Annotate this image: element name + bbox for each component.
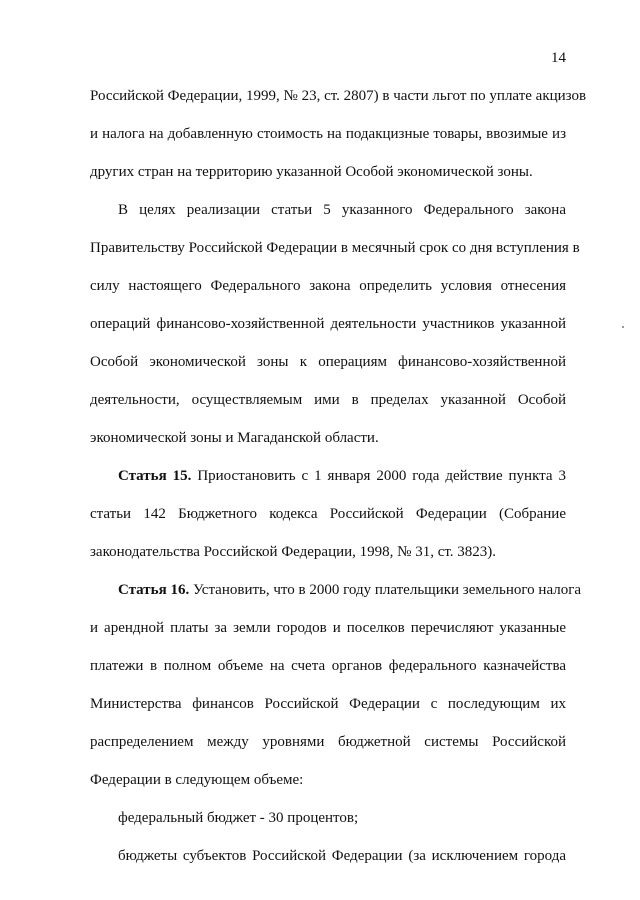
text-line-8: Особой экономической зоны к операциям финансово-хозяйственной [90,354,566,370]
article-16-label: Статья 16. [118,582,190,598]
article-16-line-1 [118,580,582,600]
text-line-1: Российской Федерации, 1999, № 23, ст. 2807) в части льгот по уплате акцизов [90,88,587,104]
article-15-line-1 [118,466,566,486]
article-16-text: Установить, что в 2000 году плательщики земельного налога [192,582,582,598]
text-line-6: силу настоящего Федерального закона определить условия отнесения [90,278,566,294]
text-line-7: операций финансово-хозяйственной деятельности участников указанной [90,316,566,332]
text-line-16: платежи в полном объеме на счета органов федерального казначейства [90,658,566,674]
text-line-10: экономической зоны и Магаданской области. [90,430,379,446]
article-15-text: Приостановить с 1 января 2000 года действие пункта 3 [197,468,566,484]
text-line-9: деятельности, осуществляемым ими в пределах указанной Особой [90,392,566,408]
text-line-12: статьи 142 Бюджетного кодекса Российской Федерации (Собрание [90,506,566,522]
text-line-21: бюджеты субъектов Российской Федерации (за исключением города [118,848,566,864]
scan-speck [622,326,624,328]
text-line-15: и арендной платы за земли городов и поселков перечисляют указанные [90,620,566,636]
text-line-3: других стран на территорию указанной Особой экономической зоны. [90,164,533,180]
text-line-4: В целях реализации статьи 5 указанного Федерального закона [118,202,566,218]
text-line-2: и налога на добавленную стоимость на подакцизные товары, ввозимые из [90,126,566,142]
text-line-20: федеральный бюджет - 30 процентов; [118,810,359,826]
article-15-label: Статья 15. [118,468,192,484]
page-number: 14 [551,50,566,66]
text-line-19: Федерации в следующем объеме: [90,772,304,788]
text-line-17: Министерства финансов Российской Федерации с последующим их [90,696,566,712]
text-line-18: распределением между уровнями бюджетной системы Российской [90,734,566,750]
text-line-13: законодательства Российской Федерации, 1998, № 31, ст. 3823). [90,544,497,560]
text-line-5: Правительству Российской Федерации в месячный срок со дня вступления в [90,240,580,256]
